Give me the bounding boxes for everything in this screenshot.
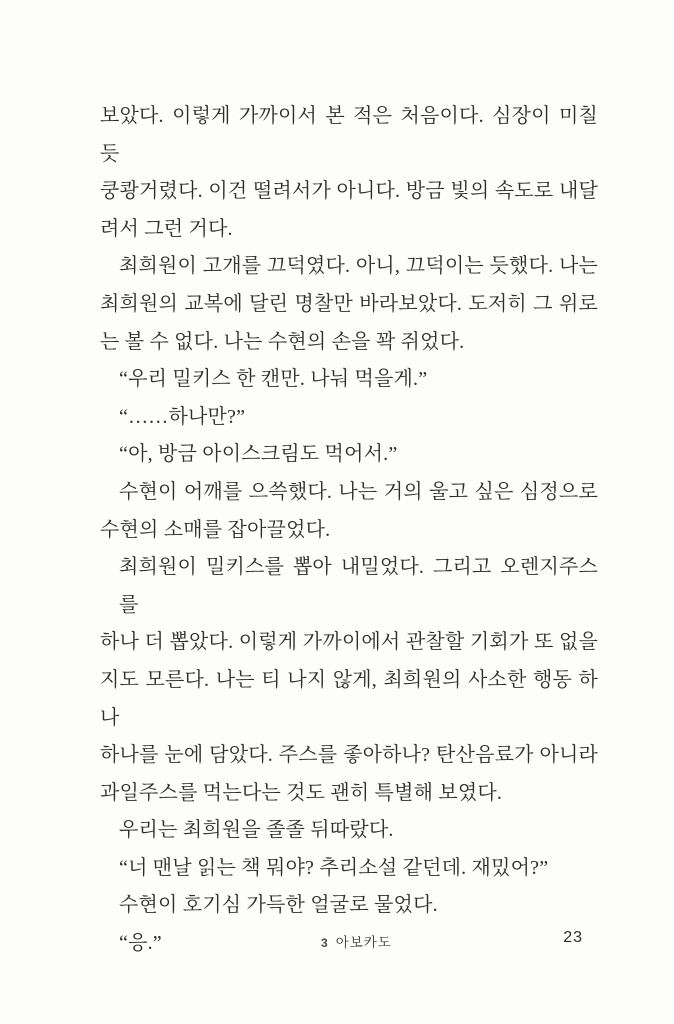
- text-line: 우리는 최희원을 졸졸 뒤따랐다.: [119, 819, 394, 842]
- text-line: “너 맨날 읽는 책 뭐야? 추리소설 같던데. 재밌어?”: [119, 856, 549, 879]
- chapter-title: 아보카도: [335, 935, 392, 950]
- body-text: [100, 98, 598, 963]
- page-footer: [0, 929, 674, 951]
- text-line: “응.”: [119, 932, 162, 955]
- chapter-number: 3: [321, 936, 328, 950]
- text-line: 보았다. 이렇게 가까이서 본 적은 처음이다. 심장이 미칠 듯: [100, 105, 598, 165]
- text-line: 려서 그런 거다.: [100, 217, 233, 240]
- text-line: “우리 밀키스 한 캔만. 나눠 먹을게.”: [119, 368, 428, 391]
- text-line: “아, 방금 아이스크림도 먹어서.”: [119, 443, 398, 466]
- text-line: 쿵쾅거렸다. 이건 떨려서가 아니다. 방금 빛의 속도로 내달: [100, 180, 598, 203]
- text-line: 수현이 어깨를 으쓱했다. 나는 거의 울고 싶은 심정으로: [119, 480, 598, 503]
- text-line: 과일주스를 먹는다는 것도 괜히 특별해 보였다.: [100, 781, 503, 804]
- page-number: 23: [563, 929, 583, 946]
- text-line: 는 볼 수 없다. 나는 수현의 손을 꽉 쥐었다.: [100, 330, 465, 353]
- text-line: 최희원이 고개를 끄덕였다. 아니, 끄덕이는 듯했다. 나는: [119, 255, 598, 278]
- text-line: 최희원의 교복에 달린 명찰만 바라보았다. 도저히 그 위로: [100, 292, 598, 315]
- chapter-label: [321, 931, 392, 951]
- text-line: “……하나만?”: [119, 405, 246, 428]
- text-line: 하나를 눈에 담았다. 주스를 좋아하나? 탄산음료가 아니라: [100, 744, 598, 767]
- text-line: 하나 더 뽑았다. 이렇게 가까이에서 관찰할 기회가 또 없을: [100, 631, 598, 654]
- text-line: 수현의 소매를 잡아끌었다.: [100, 518, 331, 541]
- text-line: 수현이 호기심 가득한 얼굴로 물었다.: [119, 894, 438, 917]
- text-line: 지도 모른다. 나는 티 나지 않게, 최희원의 사소한 행동 하나: [100, 668, 598, 729]
- text-line: 최희원이 밀키스를 뽑아 내밀었다. 그리고 오렌지주스를: [119, 556, 598, 616]
